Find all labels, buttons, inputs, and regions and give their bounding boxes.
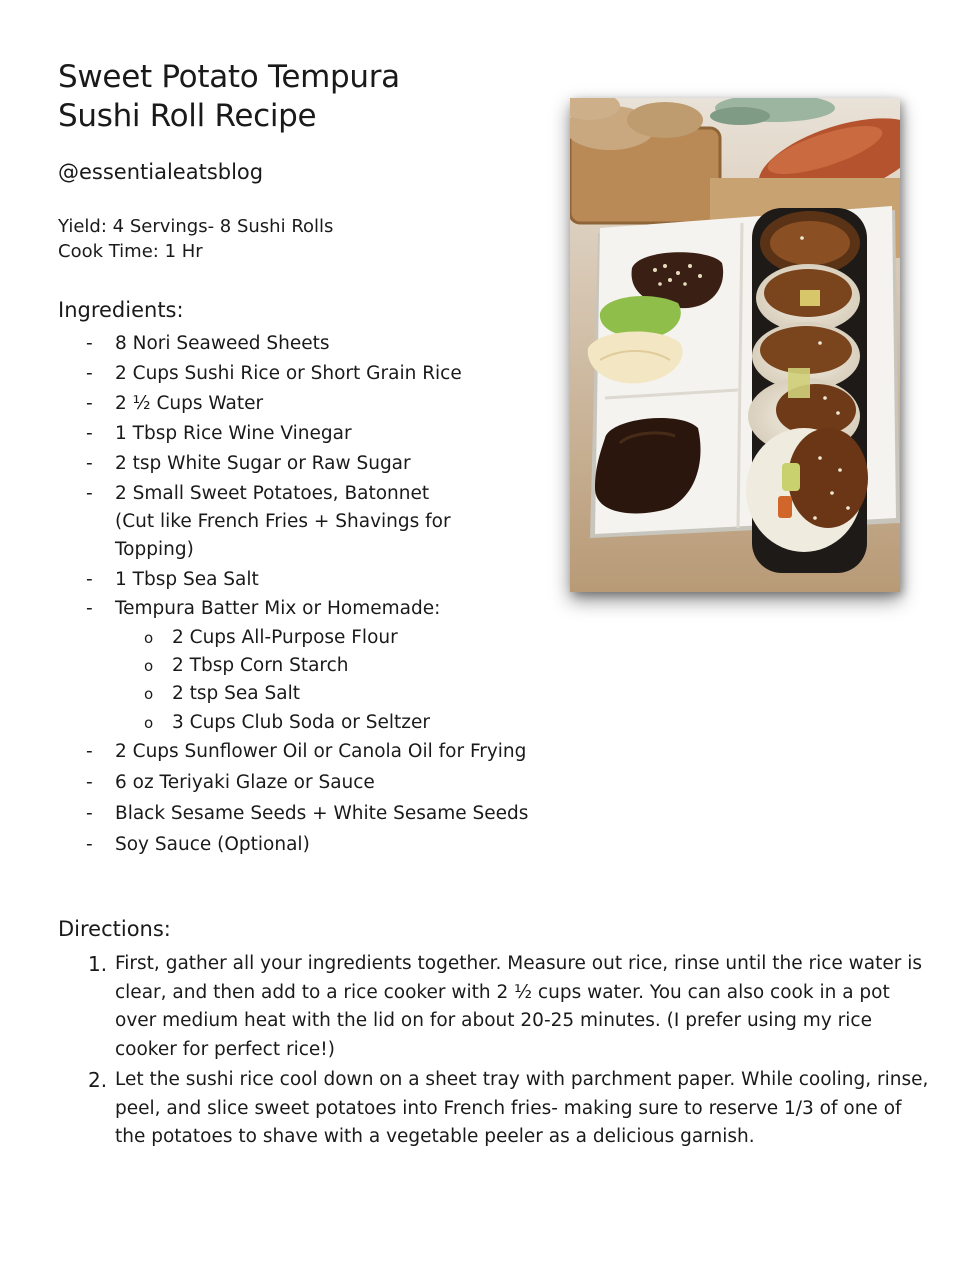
dash-bullet: - <box>86 363 93 384</box>
ingredients-heading: Ingredients: <box>58 298 184 322</box>
cook-time-text: Cook Time: 1 Hr <box>58 241 203 262</box>
step-number: 1. <box>88 952 108 976</box>
yield-text: Yield: 4 Servings- 8 Sushi Rolls <box>58 216 334 237</box>
dash-bullet: - <box>86 423 93 444</box>
dash-bullet: - <box>86 741 93 762</box>
step-number: 2. <box>88 1068 108 1092</box>
circle-bullet: o <box>144 657 154 675</box>
blog-handle: @essentialeatsblog <box>58 160 264 184</box>
sushi-plate-illustration <box>570 98 900 592</box>
dash-bullet: - <box>86 483 93 504</box>
sushi-rolls <box>746 208 868 573</box>
dash-bullet: - <box>86 569 93 590</box>
title-line-2: Sushi Roll Recipe <box>58 98 317 134</box>
sushi-photo <box>570 98 900 592</box>
ginger-root-basket <box>570 98 720 223</box>
dash-bullet: - <box>86 333 93 354</box>
step-text: Let the sushi rice cool down on a sheet tray with parchment paper. While cooling, rinse, peel, and slice sweet potatoes into French fries- making sure to reserve 1/3 of one of the potatoes to shave with a vegetable peeler as a delicious garnish. <box>115 1069 929 1147</box>
recipe-title <box>58 58 400 136</box>
circle-bullet: o <box>144 629 154 647</box>
circle-bullet: o <box>144 714 154 732</box>
directions-heading: Directions: <box>58 917 171 941</box>
dash-bullet: - <box>86 803 93 824</box>
dash-bullet: - <box>86 598 93 619</box>
title-line-1: Sweet Potato Tempura <box>58 59 400 95</box>
circle-bullet: o <box>144 685 154 703</box>
step-text: First, gather all your ingredients together. Measure out rice, rinse until the rice water is clear, and then add to a rice cooker with 2 ½ cups water. You can also cook in a pot over medium heat with the lid on for about 20-25 minutes. (I prefer using my rice cooker for perfect rice!) <box>115 953 923 1060</box>
dash-bullet: - <box>86 772 93 793</box>
dash-bullet: - <box>86 834 93 855</box>
recipe-meta <box>58 214 333 264</box>
dash-bullet: - <box>86 453 93 474</box>
dash-bullet: - <box>86 393 93 414</box>
